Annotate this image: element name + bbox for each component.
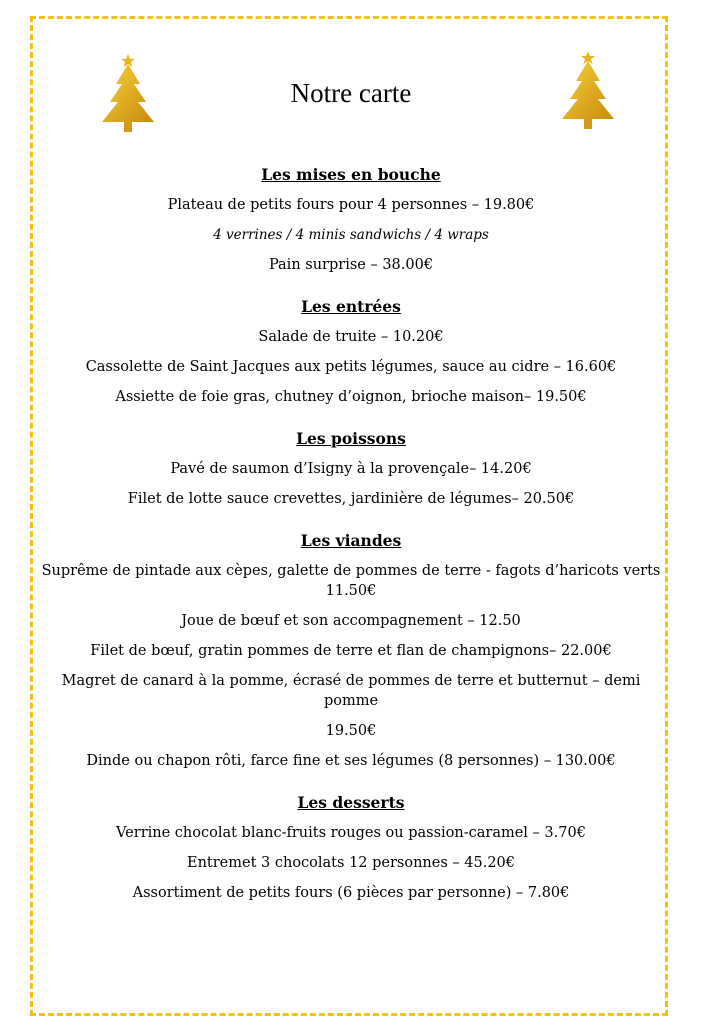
menu-item: Verrine chocolat blanc-fruits rouges ou passion-caramel – 3.70€ — [116, 825, 586, 841]
menu-item: Salade de truite – 10.20€ — [258, 329, 444, 345]
menu-item-note: 4 verrines / 4 minis sandwichs / 4 wraps — [213, 227, 489, 243]
menu-item: Cassolette de Saint Jacques aux petits légumes, sauce au cidre – 16.60€ — [85, 359, 617, 375]
menu-item: Entremet 3 chocolats 12 personnes – 45.20€ — [187, 855, 515, 871]
menu-item: Suprême de pintade aux cèpes, galette de pommes de terre - fagots d’haricots verts 11.50€ — [41, 563, 661, 599]
section-entrees — [40, 297, 662, 407]
menu-item: Filet de bœuf, gratin pommes de terre et flan de champignons– 22.00€ — [90, 643, 612, 659]
menu-item: Joue de bœuf et son accompagnement – 12.50 — [181, 613, 521, 629]
menu-item-price: 19.50€ — [325, 723, 377, 739]
menu-item: Assiette de foie gras, chutney d’oignon, brioche maison– 19.50€ — [115, 389, 587, 405]
section-title: Les viandes — [300, 531, 402, 550]
menu-item: Pain surprise – 38.00€ — [268, 257, 434, 273]
section-mises-en-bouche — [40, 165, 662, 275]
menu-item: Magret de canard à la pomme, écrasé de pommes de terre et butternut – demi pomme — [61, 673, 641, 709]
section-poissons — [40, 429, 662, 509]
section-viandes — [40, 531, 662, 771]
section-title: Les mises en bouche — [261, 165, 441, 184]
menu-item: Filet de lotte sauce crevettes, jardinière de légumes– 20.50€ — [127, 491, 575, 507]
section-desserts — [40, 793, 662, 903]
section-title: Les entrées — [301, 297, 401, 316]
menu-item: Pavé de saumon d’Isigny à la provençale– 14.20€ — [170, 461, 532, 477]
menu-item: Plateau de petits fours pour 4 personnes – 19.80€ — [167, 197, 535, 213]
page-title: Notre carte — [290, 78, 412, 108]
menu-item: Assortiment de petits fours (6 pièces par personne) – 7.80€ — [132, 885, 570, 901]
section-title: Les poissons — [296, 429, 406, 448]
section-title: Les desserts — [297, 793, 405, 812]
menu-content — [40, 165, 662, 925]
menu-item: Dinde ou chapon rôti, farce fine et ses légumes (8 personnes) – 130.00€ — [86, 753, 616, 769]
